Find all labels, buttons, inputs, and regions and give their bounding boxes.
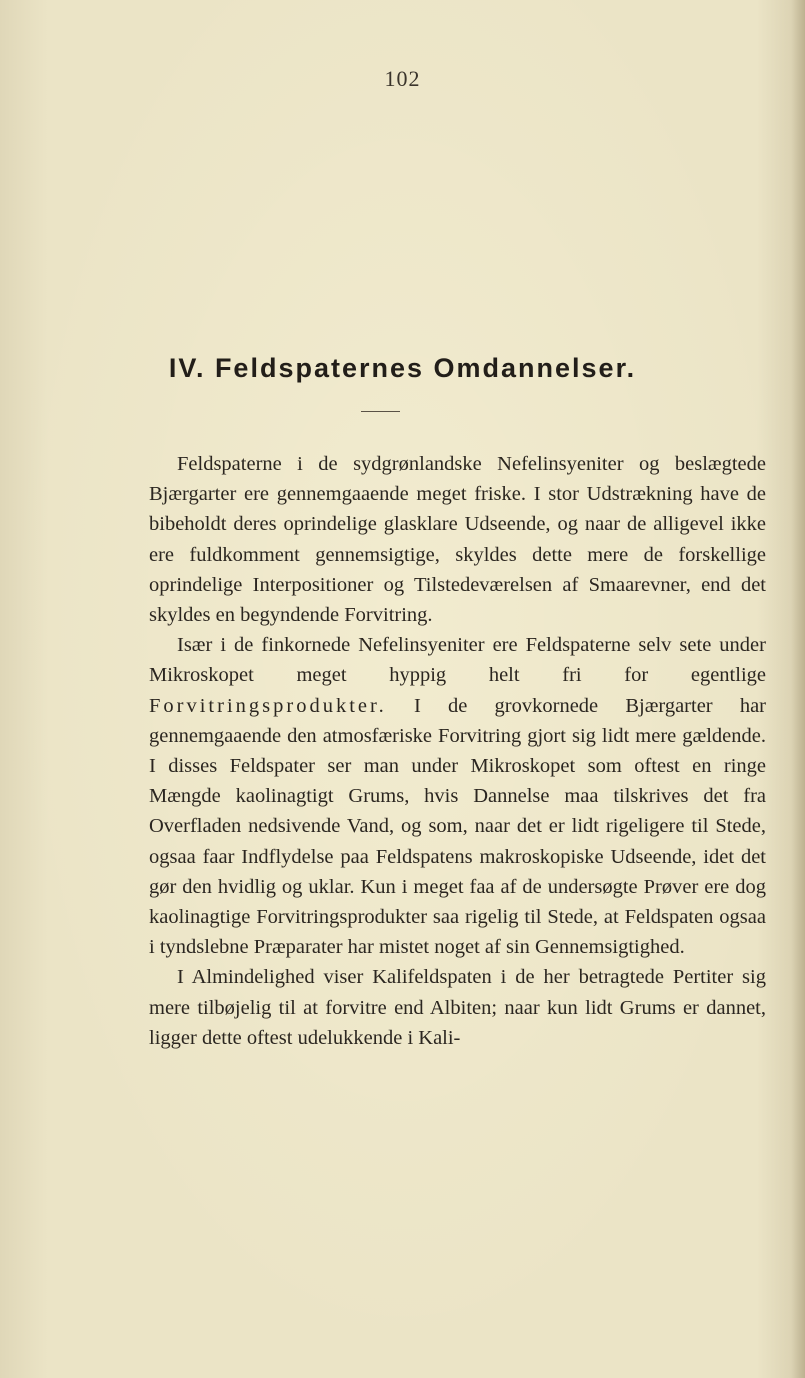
title-divider [361, 411, 400, 412]
paragraph-1: Feldspaterne i de sydgrønlandske Nefelinsyeniter og beslægtede Bjærgarter ere gennemgaaende meget friske. I stor Udstrækning have de bibeholdt deres oprindelige glasklare Udseende, og naar de alligevel ikke ere fuldkomment gennemsigtige, skyldes dette mere de forskellige oprindelige Interpositioner og Tilstedeværelsen af Smaarevner, end det skyldes en begyndende Forvitring. [149, 453, 766, 627]
paragraph-3: I Almindelighed viser Kalifeldspaten i de her betragtede Pertiter sig mere tilbøjelig til at forvitre end Albiten; naar kun lidt Grums er dannet, ligger dette oftest udelukkende i Kali- [149, 966, 766, 1049]
page-number: 102 [384, 66, 421, 91]
paragraph-2-text-after: I de grovkornede Bjærgarter har gennemgaaende den atmosfæriske Forvitring gjort sig lidt mere gældende. I disses Feldspater ser man under Mikroskopet som oftest en ringe Mængde kaolinagtigt Grums, hvis Dannelse maa tilskrives det fra Overfladen nedsivende Vand, og som, naar det er lidt rigeligere til Stede, ogsaa faar Indflydelse paa Feldspatens makroskopiske Udseende, idet det gør den hvidlig og uklar. Kun i meget faa af de undersøgte Prøver ere dog kaolinagtige Forvitringsprodukter saa rigelig til Stede, at Feldspaten ogsaa i tyndslebne Præparater har mistet noget af sin Gennemsigtighed. [149, 694, 766, 959]
page-edge-shadow [791, 0, 805, 1378]
paragraph-2 [149, 630, 766, 962]
body-text [149, 449, 766, 1053]
chapter-title: IV. Feldspaternes Omdannelser. [168, 353, 637, 383]
paragraph-2-text-before: Især i de finkornede Nefelinsyeniter ere Feldspaterne selv sete under Mikroskopet meget hyppig helt fri for egentlige [149, 634, 766, 687]
paragraph-2-emphasis: Forvitringsprodukter. [149, 694, 387, 717]
